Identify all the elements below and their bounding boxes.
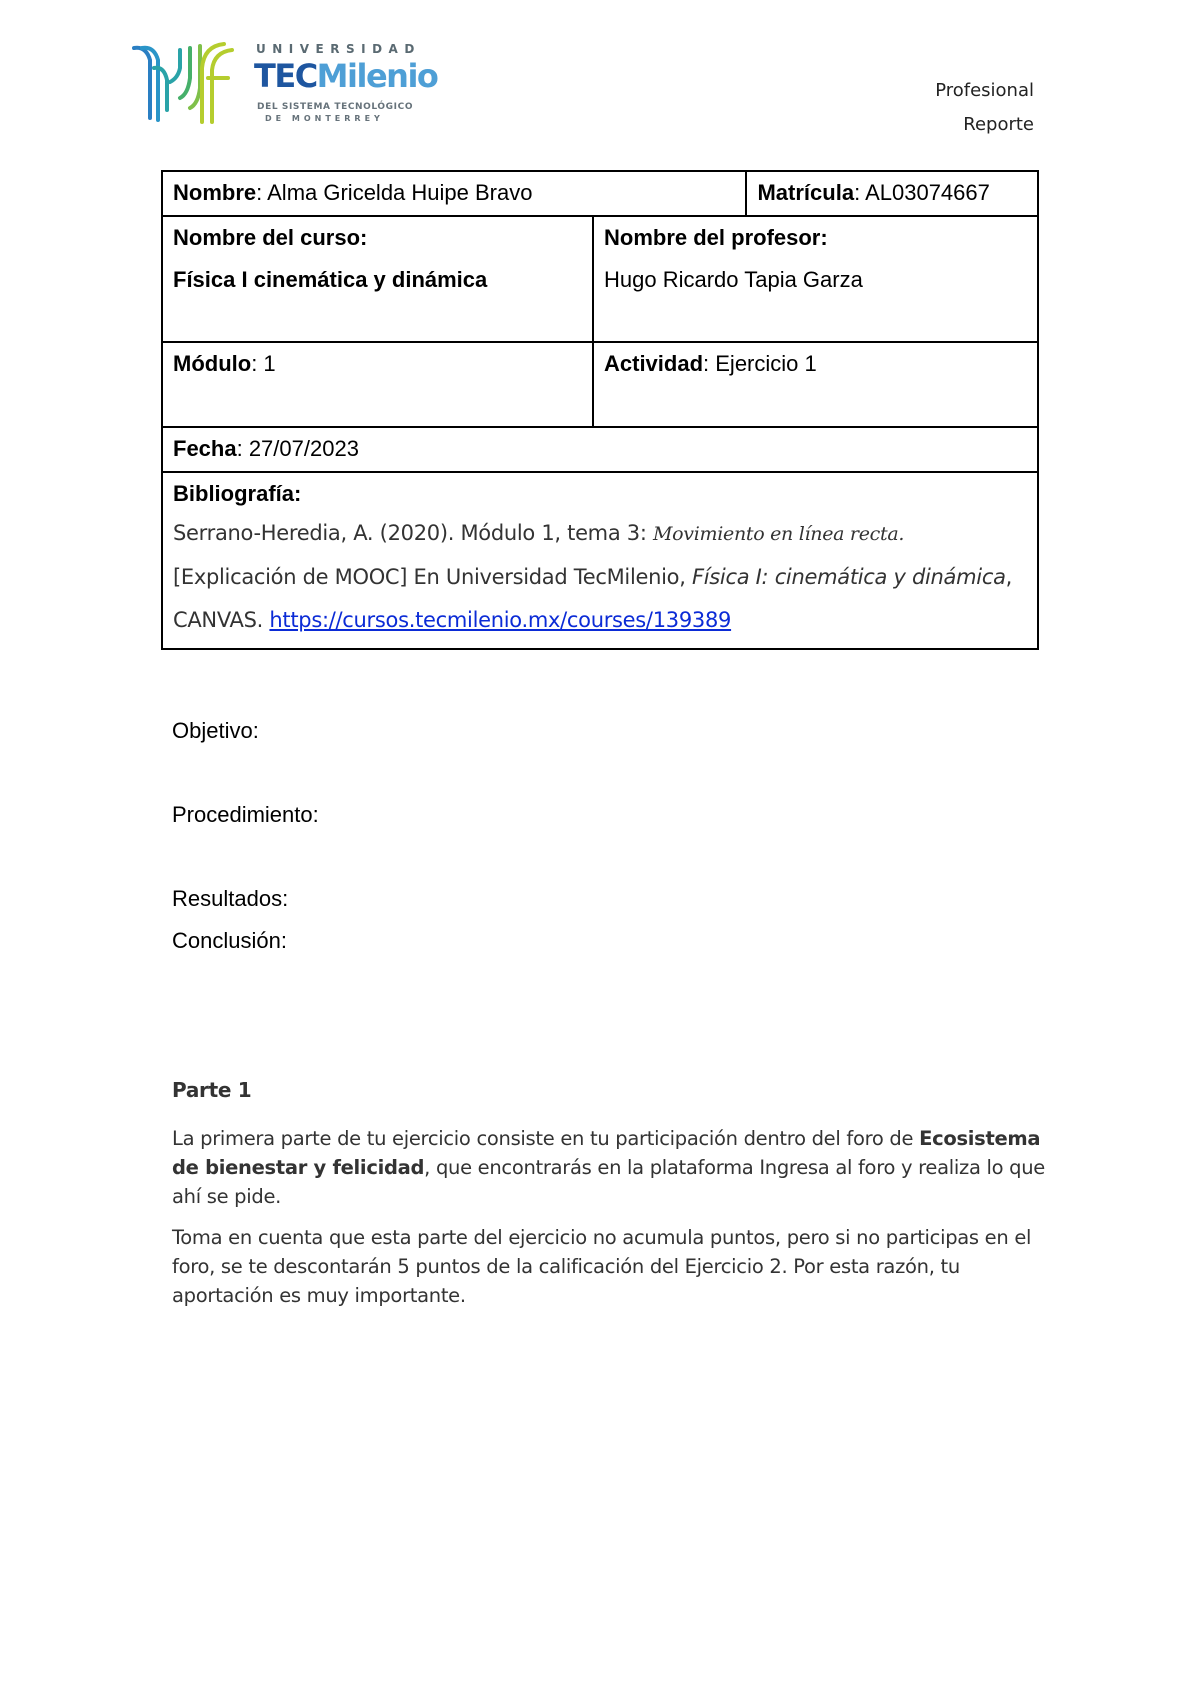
modulo-label: Módulo bbox=[173, 351, 252, 376]
parte-1-title: Parte 1 bbox=[172, 1078, 252, 1102]
logo-brand-text bbox=[254, 56, 437, 96]
objetivo-label: Objetivo: bbox=[172, 718, 259, 743]
table-row bbox=[162, 216, 1038, 342]
matricula-value: : AL03074667 bbox=[854, 180, 990, 205]
header-line-reporte: Reporte bbox=[963, 114, 1034, 135]
student-info-table bbox=[161, 170, 1039, 650]
logo-brand-tec: TEC bbox=[254, 57, 317, 95]
bib-italic-2: Física I: cinemática y dinámica bbox=[691, 565, 1006, 589]
p1-text-b: , que encontrarás en la plataforma Ingresa al foro y realiza lo que ahí se pide. bbox=[172, 1156, 1045, 1208]
curso-value: Física I cinemática y dinámica bbox=[173, 267, 488, 292]
table-row bbox=[162, 427, 1038, 472]
logo-university-text: UNIVERSIDAD bbox=[256, 42, 421, 56]
logo-subtitle-1: DEL SISTEMA TECNOLÓGICO bbox=[257, 102, 414, 112]
profesor-label: Nombre del profesor: bbox=[604, 225, 828, 250]
bibliografia-label: Bibliografía: bbox=[173, 481, 302, 506]
modulo-value: : 1 bbox=[251, 351, 276, 376]
logo-mark-icon bbox=[132, 38, 242, 130]
fecha-label: Fecha bbox=[173, 436, 237, 461]
document-header bbox=[935, 74, 1034, 142]
conclusion-label: Conclusión: bbox=[172, 928, 287, 953]
table-row bbox=[162, 171, 1038, 216]
parte-1-section bbox=[172, 1078, 1052, 1322]
table-row bbox=[162, 472, 1038, 649]
bib-part-2: [Explicación de MOOC] En Universidad TecMilenio, bbox=[173, 565, 692, 589]
nombre-label: Nombre bbox=[173, 180, 257, 205]
curso-cell bbox=[162, 216, 593, 342]
university-logo bbox=[132, 38, 438, 130]
profesor-cell bbox=[593, 216, 1038, 342]
logo-brand-milenio: Milenio bbox=[316, 57, 438, 95]
curso-label: Nombre del curso: bbox=[173, 225, 368, 250]
course-link[interactable]: https://cursos.tecmilenio.mx/courses/139389 bbox=[269, 608, 732, 632]
bib-part-1: Serrano-Heredia, A. (2020). Módulo 1, tema 3: bbox=[173, 521, 653, 545]
actividad-value: : Ejercicio 1 bbox=[703, 351, 817, 376]
header-line-profesional: Profesional bbox=[935, 80, 1034, 101]
table-row bbox=[162, 342, 1038, 427]
bibliografia-cell bbox=[162, 472, 1038, 649]
modulo-cell bbox=[162, 342, 593, 427]
parte-1-paragraph-2: Toma en cuenta que esta parte del ejercicio no acumula puntos, pero si no participas en el foro, se te descontarán 5 puntos de la calificación del Ejercicio 2. Por esta razón, tu aportación es muy importante. bbox=[172, 1226, 1032, 1307]
procedimiento-label: Procedimiento: bbox=[172, 802, 319, 827]
p1-text-a: La primera parte de tu ejercicio consiste en tu participación dentro del foro de bbox=[172, 1127, 920, 1150]
nombre-value: : Alma Gricelda Huipe Bravo bbox=[256, 180, 533, 205]
profesor-value: Hugo Ricardo Tapia Garza bbox=[604, 267, 863, 292]
actividad-cell bbox=[593, 342, 1038, 427]
actividad-label: Actividad bbox=[604, 351, 704, 376]
bib-italic-1: Movimiento en línea recta. bbox=[653, 523, 905, 545]
parte-1-paragraph-1 bbox=[172, 1124, 1052, 1211]
p1-bold-forum: Ecosistema de bienestar y felicidad bbox=[172, 1127, 1041, 1179]
fecha-value: : 27/07/2023 bbox=[236, 436, 359, 461]
bibliografia-text bbox=[173, 512, 1027, 642]
bib-part-3: , CANVAS. bbox=[173, 565, 1013, 632]
nombre-cell bbox=[162, 171, 746, 216]
logo-subtitle-2: DE MONTERREY bbox=[265, 114, 384, 123]
matricula-label: Matrícula bbox=[757, 180, 855, 205]
fecha-cell bbox=[162, 427, 1038, 472]
resultados-label: Resultados: bbox=[172, 886, 289, 911]
matricula-cell bbox=[746, 171, 1038, 216]
